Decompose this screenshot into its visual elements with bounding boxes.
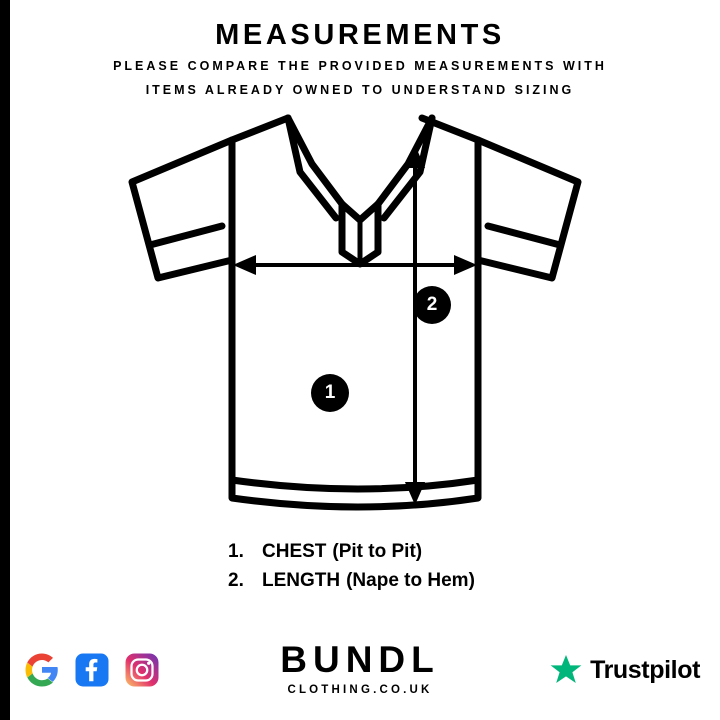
legend-item-chest [228, 537, 628, 566]
header [0, 18, 720, 100]
callout-badge-2: 2 [413, 286, 451, 324]
length-measurement-arrow [408, 150, 422, 500]
brand-url: CLOTHING.CO.UK [287, 684, 433, 696]
trustpilot-label: Trustpilot [590, 655, 700, 684]
trustpilot-star-icon [550, 654, 582, 686]
legend-number-2: 2. [228, 570, 244, 591]
legend [228, 537, 628, 595]
trustpilot-badge[interactable] [550, 654, 700, 686]
brand-name: BUNDL [280, 639, 440, 680]
legend-number-1: 1. [228, 541, 244, 562]
polo-shirt-diagram [0, 100, 720, 520]
footer [0, 630, 720, 720]
page-title: MEASUREMENTS [215, 19, 505, 51]
subtitle-line-2: ITEMS ALREADY OWNED TO UNDERSTAND SIZING [145, 83, 575, 97]
subtitle-line-1: PLEASE COMPARE THE PROVIDED MEASUREMENTS WITH [113, 59, 607, 73]
callout-badge-1: 1 [311, 374, 349, 412]
legend-label-chest: CHEST [262, 541, 327, 562]
polo-shirt-illustration [0, 100, 720, 520]
legend-item-length [228, 566, 628, 595]
legend-detail-chest: (Pit to Pit) [332, 541, 423, 562]
legend-detail-length: (Nape to Hem) [346, 570, 475, 591]
legend-label-length: LENGTH [262, 570, 341, 591]
